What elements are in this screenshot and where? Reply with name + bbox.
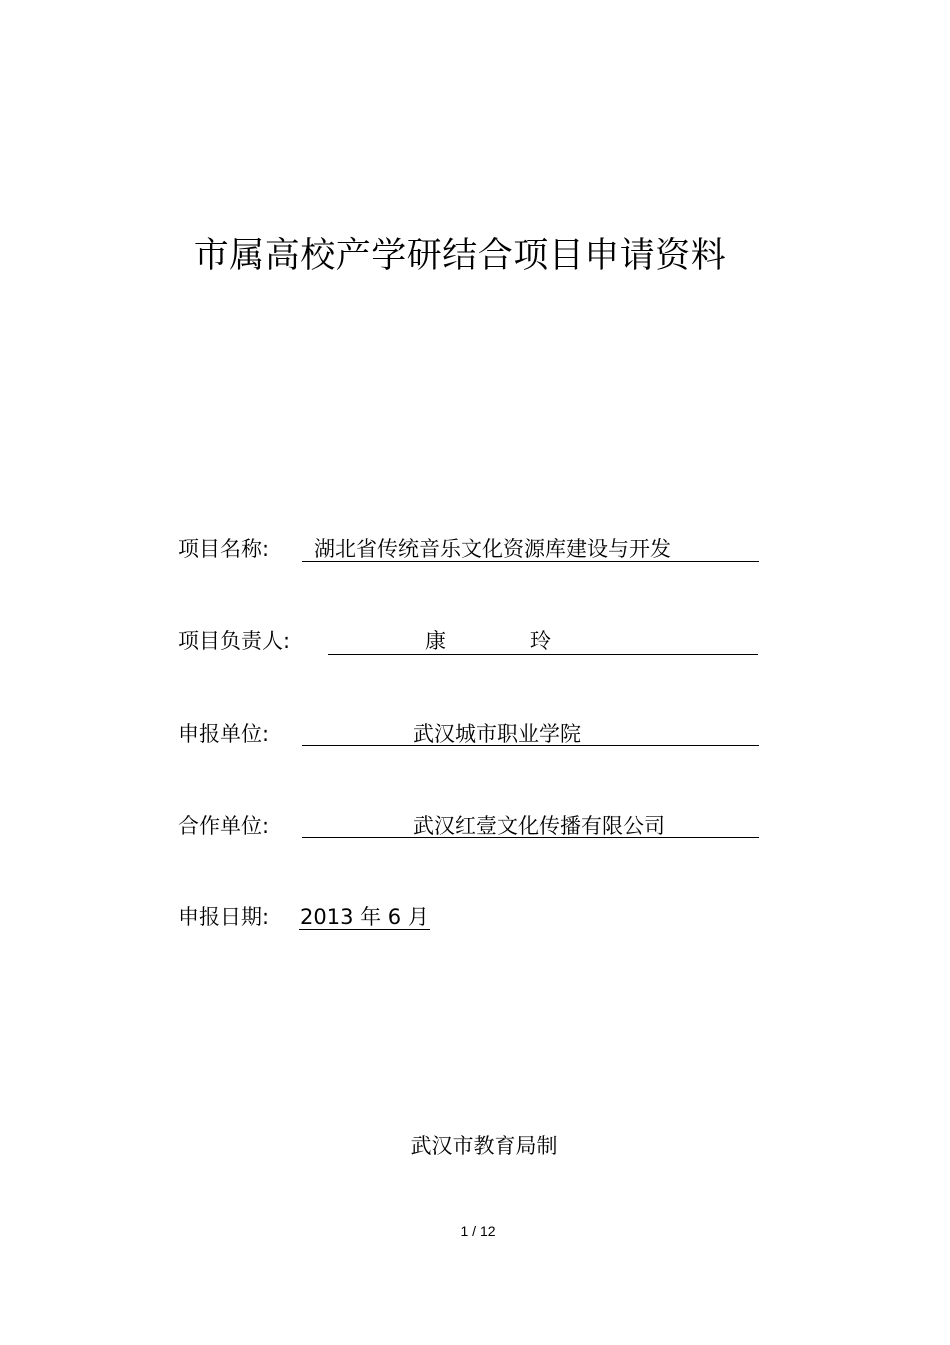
field-value: 武汉城市职业学院 (413, 722, 581, 746)
field-value: 武汉红壹文化传播有限公司 (413, 814, 665, 838)
field-value: 康玲 (425, 629, 635, 653)
issuer: 武汉市教育局制 (410, 1134, 558, 1158)
document-title: 市属高校产学研结合项目申请资料 (193, 236, 727, 276)
field-label: 项目名称: (178, 537, 270, 561)
field-label: 合作单位: (178, 814, 270, 838)
field-label: 申报单位: (178, 722, 270, 746)
page-number: 1 / 12 (460, 1223, 496, 1239)
field-label: 申报日期: (178, 905, 270, 929)
field-label: 项目负责人: (178, 629, 291, 653)
field-value: 2013 年 6 月 (300, 905, 429, 929)
field-value: 湖北省传统音乐文化资源库建设与开发 (314, 537, 671, 561)
